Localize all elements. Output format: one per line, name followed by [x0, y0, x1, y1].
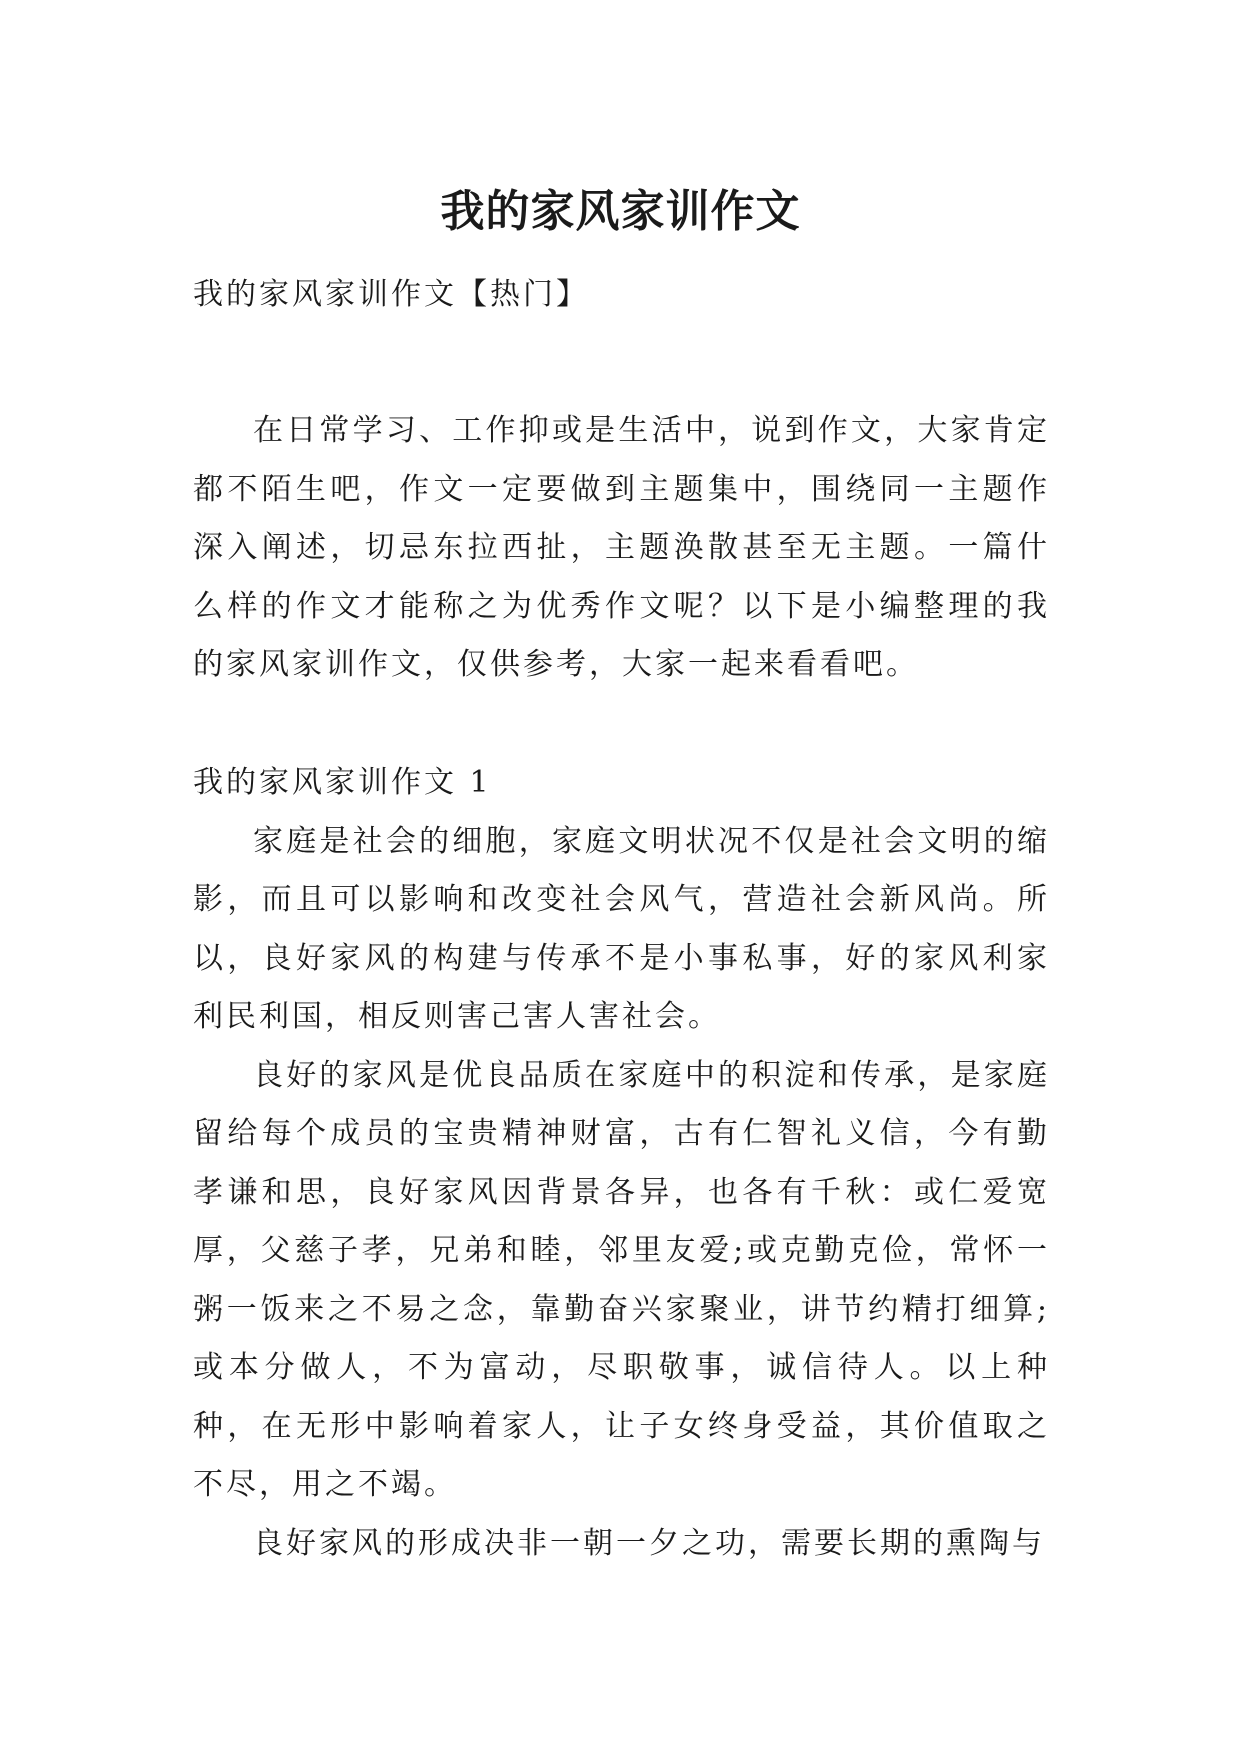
section-1-paragraph-3: 良好家风的形成决非一朝一夕之功，需要长期的熏陶与 — [253, 1525, 1045, 1561]
section-1-heading: 我的家风家训作文 1 — [193, 765, 492, 800]
intro-paragraph: 在日常学习、工作抑或是生活中，说到作文，大家肯定都不陌生吧，作文一定要做到主题集中，围绕同一主题作深入阐述，切忌东拉西扯，主题涣散甚至无主题。一篇什么样的作文才能称之为优秀作文呢？以下是小编整理的我的家风家训作文，仅供参考，大家一起来看看吧。 — [193, 413, 1050, 682]
section-1-paragraph-2: 良好的家风是优良品质在家庭中的积淀和传承，是家庭留给每个成员的宝贵精神财富，古有仁智礼义信，今有勤孝谦和思，良好家风因背景各异，也各有千秋：或仁爱宽厚，父慈子孝，兄弟和睦，邻里友爱;或克勤克俭，常怀一粥一饭来之不易之念，靠勤奋兴家聚业，讲节约精打细算;或本分做人，不为富动，尽职敬事，诚信待人。以上种种，在无形中影响着家人，让子女终身受益，其价值取之不尽，用之不竭。 — [193, 1057, 1050, 1502]
document-subtitle: 我的家风家训作文【热门】 — [193, 277, 589, 312]
section-1-paragraph-1: 家庭是社会的细胞，家庭文明状况不仅是社会文明的缩影，而且可以影响和改变社会风气，营造社会新风尚。所以，良好家风的构建与传承不是小事私事，好的家风利家利民利国，相反则害己害人害社会。 — [193, 823, 1050, 1034]
section-1 — [193, 754, 1050, 1573]
intro-block — [193, 402, 1050, 695]
subtitle-block — [193, 266, 1050, 325]
document-title: 我的家风家训作文 — [440, 186, 801, 238]
